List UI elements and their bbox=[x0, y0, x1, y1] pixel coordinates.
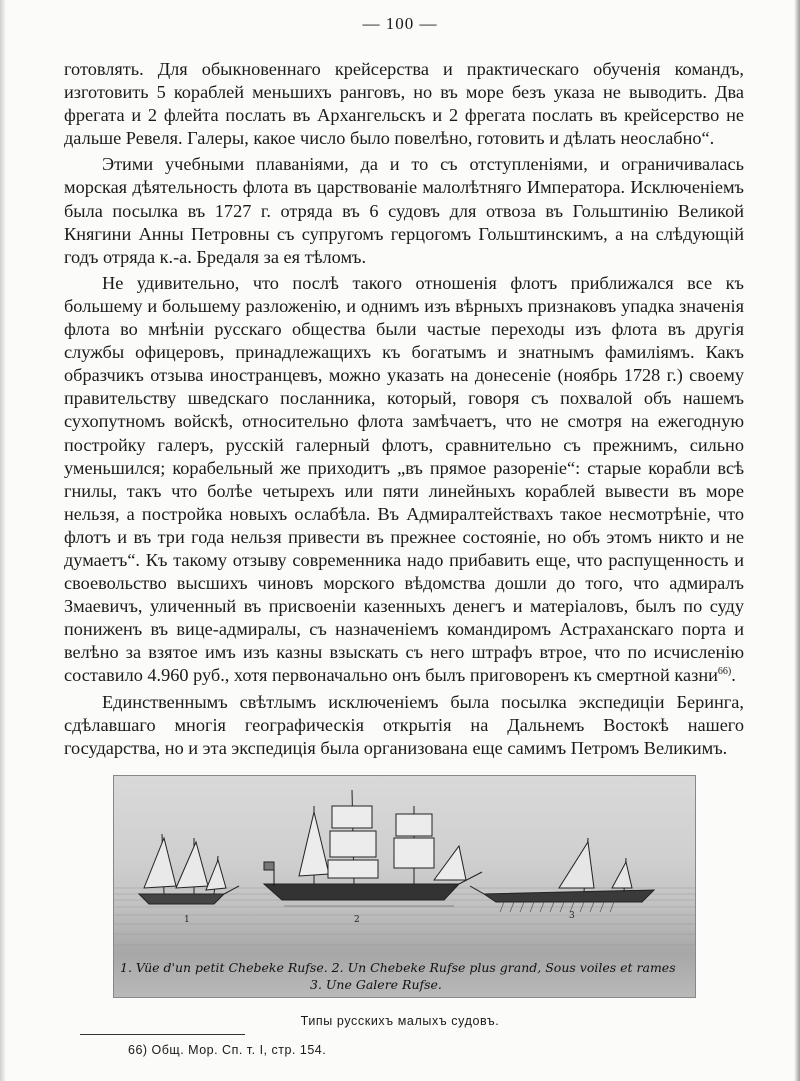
large-xebec-ship bbox=[264, 790, 482, 906]
main-text bbox=[64, 58, 744, 760]
paragraph-2: Этими учебными плаваніями, да и то съ отступленіями, и ограничивалась морская дѣятельность флота въ царствованіе малолѣтняго Императора. Исключеніемъ была посылка въ 1727 г. отряда въ 6 судовъ для отвоза въ Гольштинію Великой Княгини Анны Петровны съ супругомъ герцогомъ Гольштинскимъ, а на слѣдующій годъ отряда к.-а. Бредаля за ея тѣломъ. bbox=[64, 154, 744, 267]
paragraph-1: готовлять. Для обыкновеннаго крейсерства и практическаго обученія командъ, изготовить 5 кораблей меньшихъ ранговъ, но въ море безъ указа не выводить. Два фрегата и 2 флейта послать въ Архангельскъ и 2 фрегата послать въ крейсерство не дальше Ревеля. Галеры, какое число было повелѣно, готовить и дѣлать неослабно“. bbox=[64, 59, 744, 149]
figure-caption: Типы русскихъ малыхъ судовъ. bbox=[300, 1014, 500, 1028]
ship-number-1: 1 bbox=[184, 915, 190, 925]
ship-number-3: 3 bbox=[569, 911, 575, 921]
ship-engraving bbox=[113, 775, 696, 998]
page-number: — 100 — bbox=[362, 14, 438, 33]
footnote: 66) Общ. Мор. Сп. т. I, стр. 154. bbox=[128, 1043, 327, 1057]
galley-ship bbox=[470, 838, 654, 912]
page-gutter-right bbox=[794, 0, 800, 1081]
paragraph-3-text: Не удивительно, что послѣ такого отношенія флотъ приближался все къ большему и большему разложенію, и однимъ изъ вѣрныхъ признаковъ упадка значенія флота во мнѣніи русскаго общества были частые переходы изъ флота въ другія службы офицеровъ, принадлежащихъ къ богатымъ и знатнымъ фамиліямъ. Какъ образчикъ отзыва иностранцевъ, можно указать на донесеніе (ноябрь 1728 г.) своему правительству шведскаго посланника, который, говоря съ похвалой объ нашемъ сухопутномъ войскѣ, относительно флота замѣчаетъ, что не смотря на ежегодную постройку галеръ, русскій галерный флотъ, сравнительно съ прежнимъ, сильно уменьшился; корабельный же приходитъ „въ прямое разореніе“: старые корабли всѣ гнилы, такъ что болѣе четырехъ или пяти линейныхъ кораблей вывести въ море нельзя, а постройка новыхъ ослабѣла. Въ Адмиралтействахъ такое несмотрѣніе, что флотъ и въ три года нельзя привести въ прежнее состояніе, но объ этомъ никто и не думаетъ“. Къ такому отзыву современника надо прибавить еще, что распущенность и своевольство высшихъ чиновъ морского вѣдомства дошли до того, что адмиралъ Змаевичъ, уличенный въ присвоеніи казенныхъ денегъ и матеріаловъ, былъ по суду пониженъ въ вице-адмиралы, съ назначеніемъ командиромъ Астраханскаго порта и велѣно за взятое имъ изъ казны взыскать съ него штрафъ втрое, что по исчисленію составило 4.960 руб., хотя первоначально онъ былъ приговоренъ къ смертной казни bbox=[64, 272, 744, 686]
footnote-reference[interactable]: 66) bbox=[717, 666, 732, 678]
small-xebec-ship bbox=[139, 834, 239, 904]
plate-caption-line-1: 1. Vüe d'un petit Chebeke Rufse. 2. Un Chebeke Rufse plus grand, Sous voiles et rames bbox=[120, 960, 676, 975]
paragraph-3: Не удивительно, что послѣ такого отношенія флотъ приближался все къ большему и большему разложенію, и однимъ изъ вѣрныхъ признаковъ упадка значенія флота во мнѣніи русскаго общества были частые переходы изъ флота въ другія службы офицеровъ, принадлежащихъ къ богатымъ и знатнымъ фамиліямъ. Какъ образчикъ отзыва иностранцевъ, можно указать на донесеніе (ноябрь 1728 г.) своему правительству шведскаго посланника, который, говоря съ похвалой объ нашемъ сухопутномъ войскѣ, относительно флота замѣчаетъ, что не смотря на ежегодную постройку галеръ, русскій галерный флотъ, сравнительно съ прежнимъ, сильно уменьшился; корабельный же приходитъ „въ прямое разореніе“: старые корабли всѣ гнилы, такъ что болѣе четырехъ или пяти линейныхъ кораблей вывести въ море нельзя, а постройка новыхъ ослабѣла. Въ Адмиралтействахъ такое несмотрѣніе, что флотъ и въ три года нельзя привести въ прежнее состояніе, но объ этомъ никто и не думаетъ“. Къ такому отзыву современника надо прибавить еще, что распущенность и своевольство высшихъ чиновъ морского вѣдомства дошли до того, что адмиралъ Змаевичъ, уличенный въ присвоеніи казенныхъ денегъ и матеріаловъ, былъ по суду пониженъ въ вице-адмиралы, съ назначеніемъ командиромъ Астраханскаго порта и велѣно за взятое имъ изъ казны взыскать съ него штрафъ втрое, что по исчисленію составило 4.960 руб., хотя первоначально онъ былъ приговоренъ къ смертной казни$^{66)}$. bbox=[64, 272, 744, 686]
paragraph-4: Единственнымъ свѣтлымъ исключеніемъ была посылка экспедиціи Беринга, сдѣлавшаго многія географическія открытія на Дальнемъ Востокѣ нашего государства, но и эта экспедиція была организована еще самимъ Петромъ Великимъ. bbox=[64, 691, 744, 758]
ship-number-2: 2 bbox=[354, 915, 360, 925]
footnote-divider bbox=[80, 1034, 245, 1035]
page-gutter-left bbox=[0, 0, 6, 1081]
plate-caption-line-2: 3. Une Galere Rufse. bbox=[310, 977, 442, 992]
plate-caption bbox=[120, 959, 691, 993]
